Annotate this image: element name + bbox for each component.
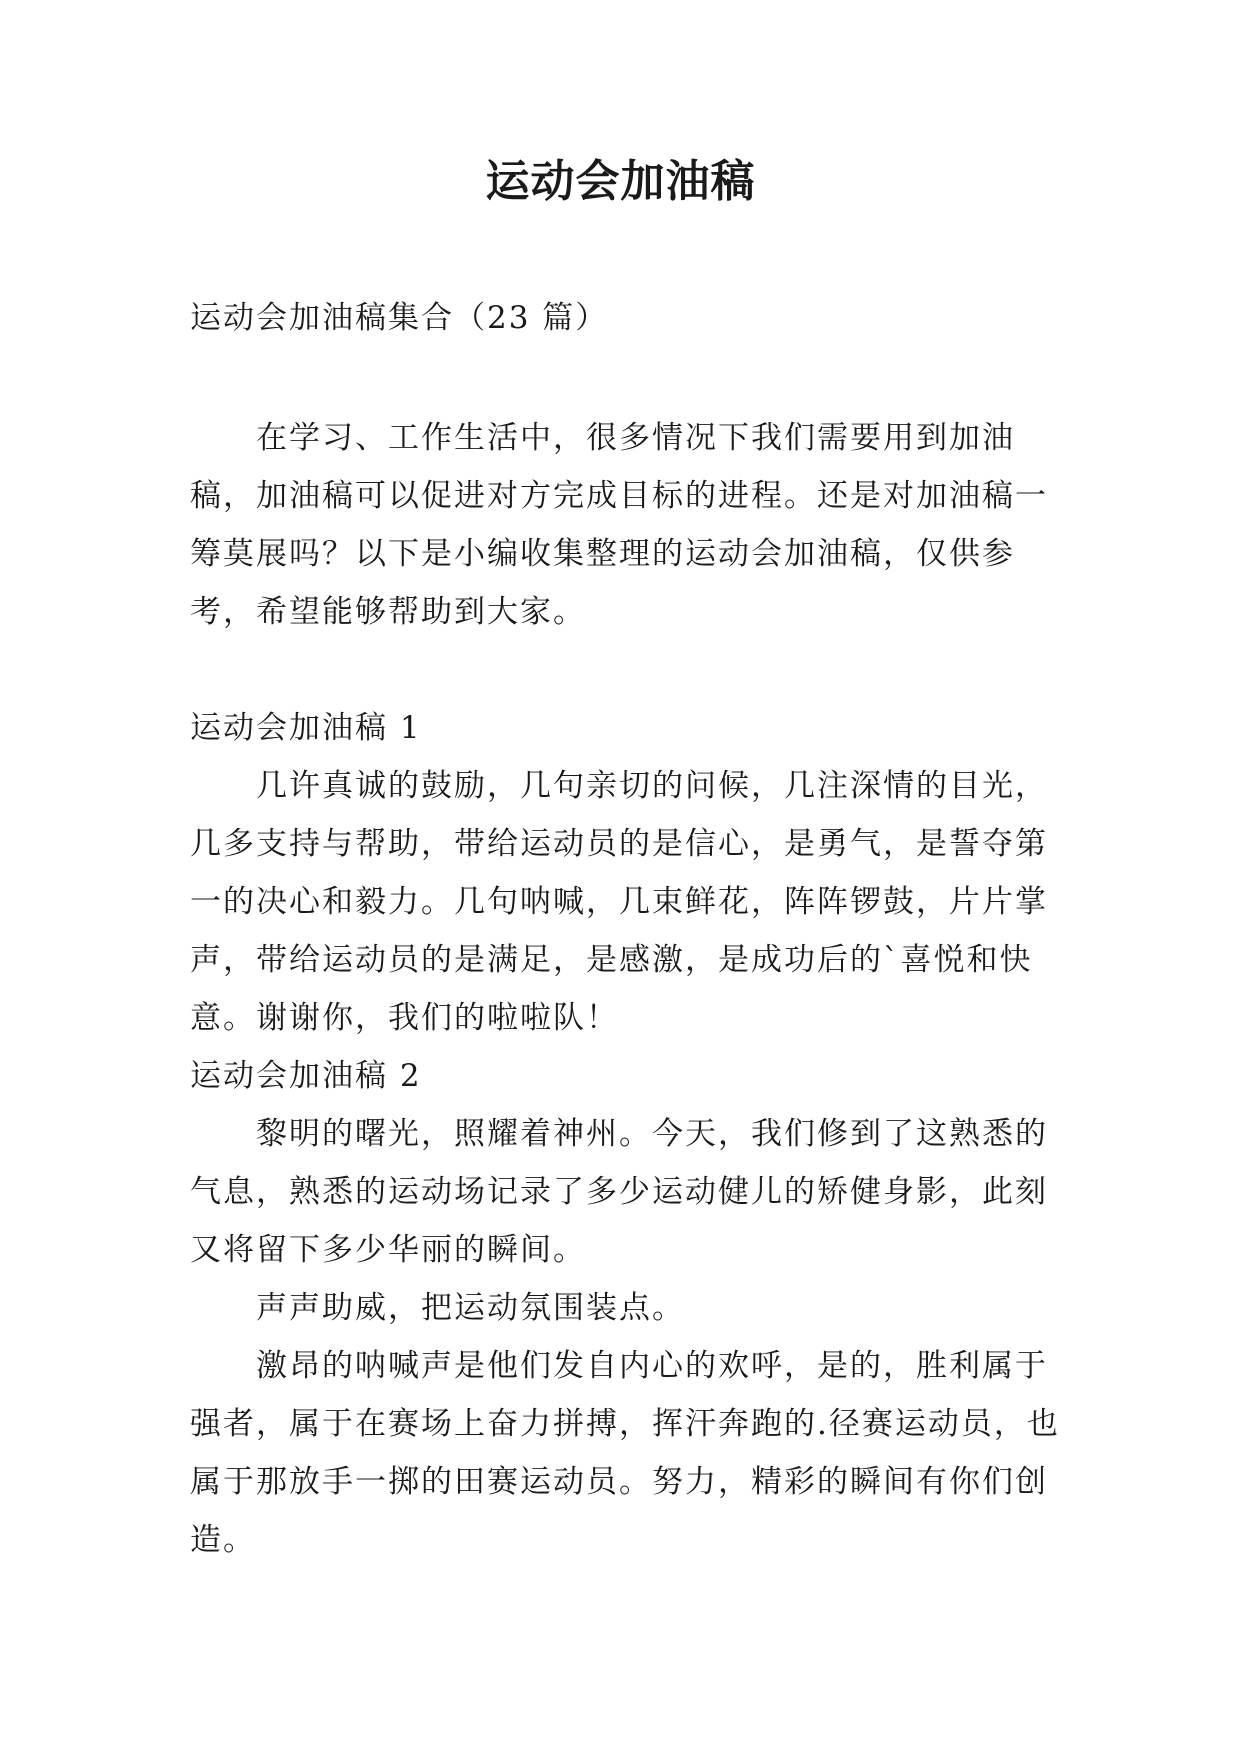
section-heading-2: 运动会加油稿 2	[190, 1058, 422, 1094]
intro-paragraph: 在学习、工作生活中，很多情况下我们需要用到加油稿，加油稿可以促进对方完成目标的进程。还是对加油稿一筹莫展吗？以下是小编收集整理的运动会加油稿，仅供参考，希望能够帮助到大家。	[190, 420, 1048, 630]
section-1-paragraph-1: 几许真诚的鼓励，几句亲切的问候，几注深情的目光，几多支持与帮助，带给运动员的是信心，是勇气，是誓夺第一的决心和毅力。几句呐喊，几束鲜花，阵阵锣鼓，片片掌声，带给运动员的是满足，是感激，是成功后的`喜悦和快意。谢谢你，我们的啦啦队！	[190, 768, 1048, 1036]
section-2-paragraph-2: 声声助威，把运动氛围装点。	[256, 1290, 685, 1326]
document-body	[190, 289, 1070, 1569]
section-heading-1: 运动会加油稿 1	[190, 710, 422, 746]
document-title: 运动会加油稿	[485, 156, 756, 207]
section-2-paragraph-3: 激昂的呐喊声是他们发自内心的欢呼，是的，胜利属于强者，属于在赛场上奋力拼搏，挥汗奔跑的.径赛运动员，也属于那放手一掷的田赛运动员。努力，精彩的瞬间有你们创造。	[190, 1348, 1060, 1558]
collection-heading: 运动会加油稿集合（23 篇）	[190, 300, 609, 336]
section-2-paragraph-1: 黎明的曙光，照耀着神州。今天，我们修到了这熟悉的气息，熟悉的运动场记录了多少运动健儿的矫健身影，此刻又将留下多少华丽的瞬间。	[190, 1116, 1048, 1268]
